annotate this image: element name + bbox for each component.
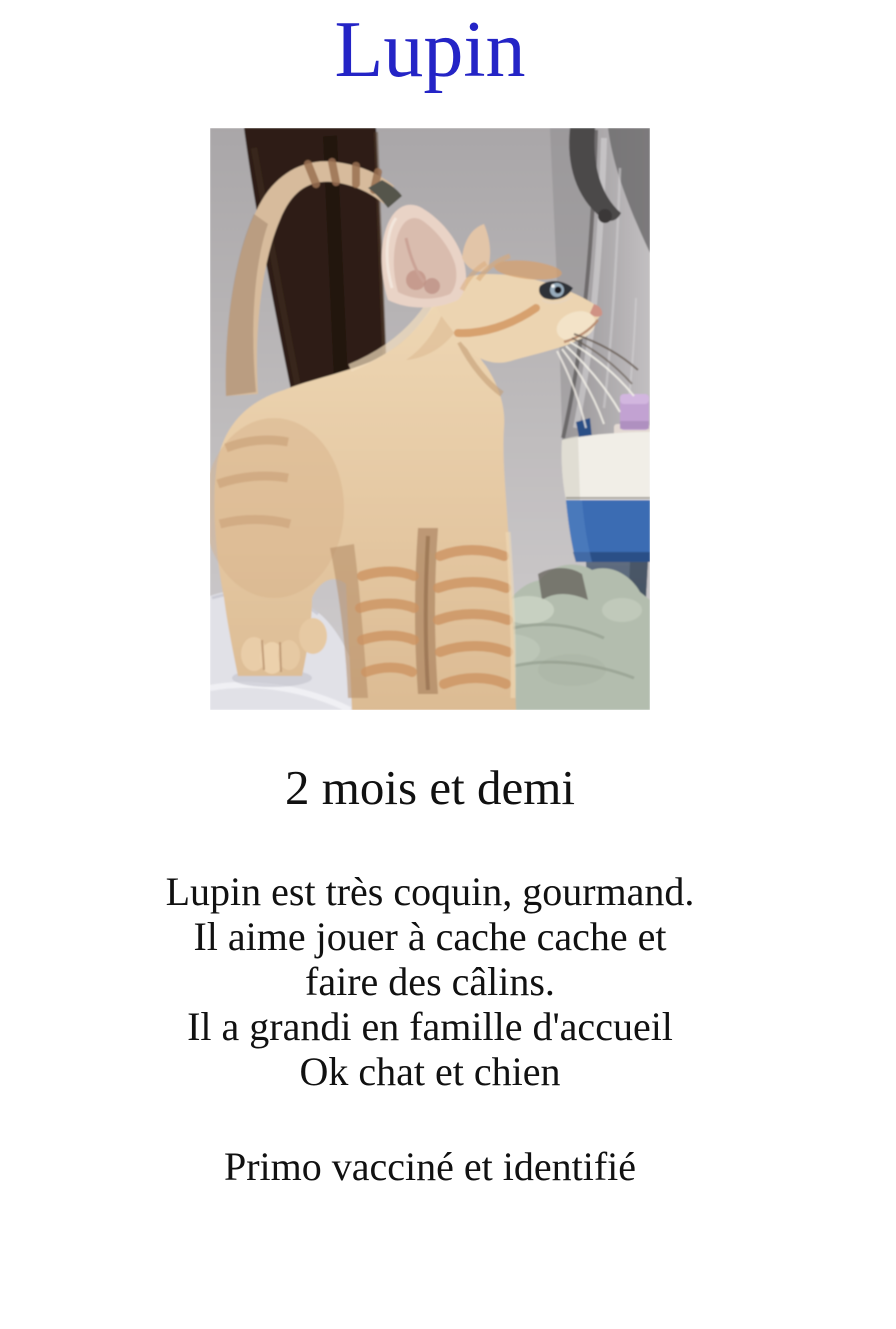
description-line: faire des câlins.: [305, 959, 555, 1004]
cat-photo-illustration: [210, 128, 650, 710]
page-title: Lupin: [334, 6, 526, 94]
health-text: Primo vacciné et identifié: [223, 1144, 637, 1189]
description-line: Il aime jouer à cache cache et: [193, 914, 667, 959]
description-line: Il a grandi en famille d'accueil: [187, 1004, 673, 1049]
description-line: Ok chat et chien: [299, 1049, 561, 1094]
blue-band: [566, 500, 650, 562]
white-band: [562, 432, 650, 500]
description-line: Lupin est très coquin, gourmand.: [165, 869, 695, 914]
cat-photo: [210, 128, 650, 710]
description-text: [0, 869, 878, 1094]
age-text: 2 mois et demi: [285, 760, 575, 815]
